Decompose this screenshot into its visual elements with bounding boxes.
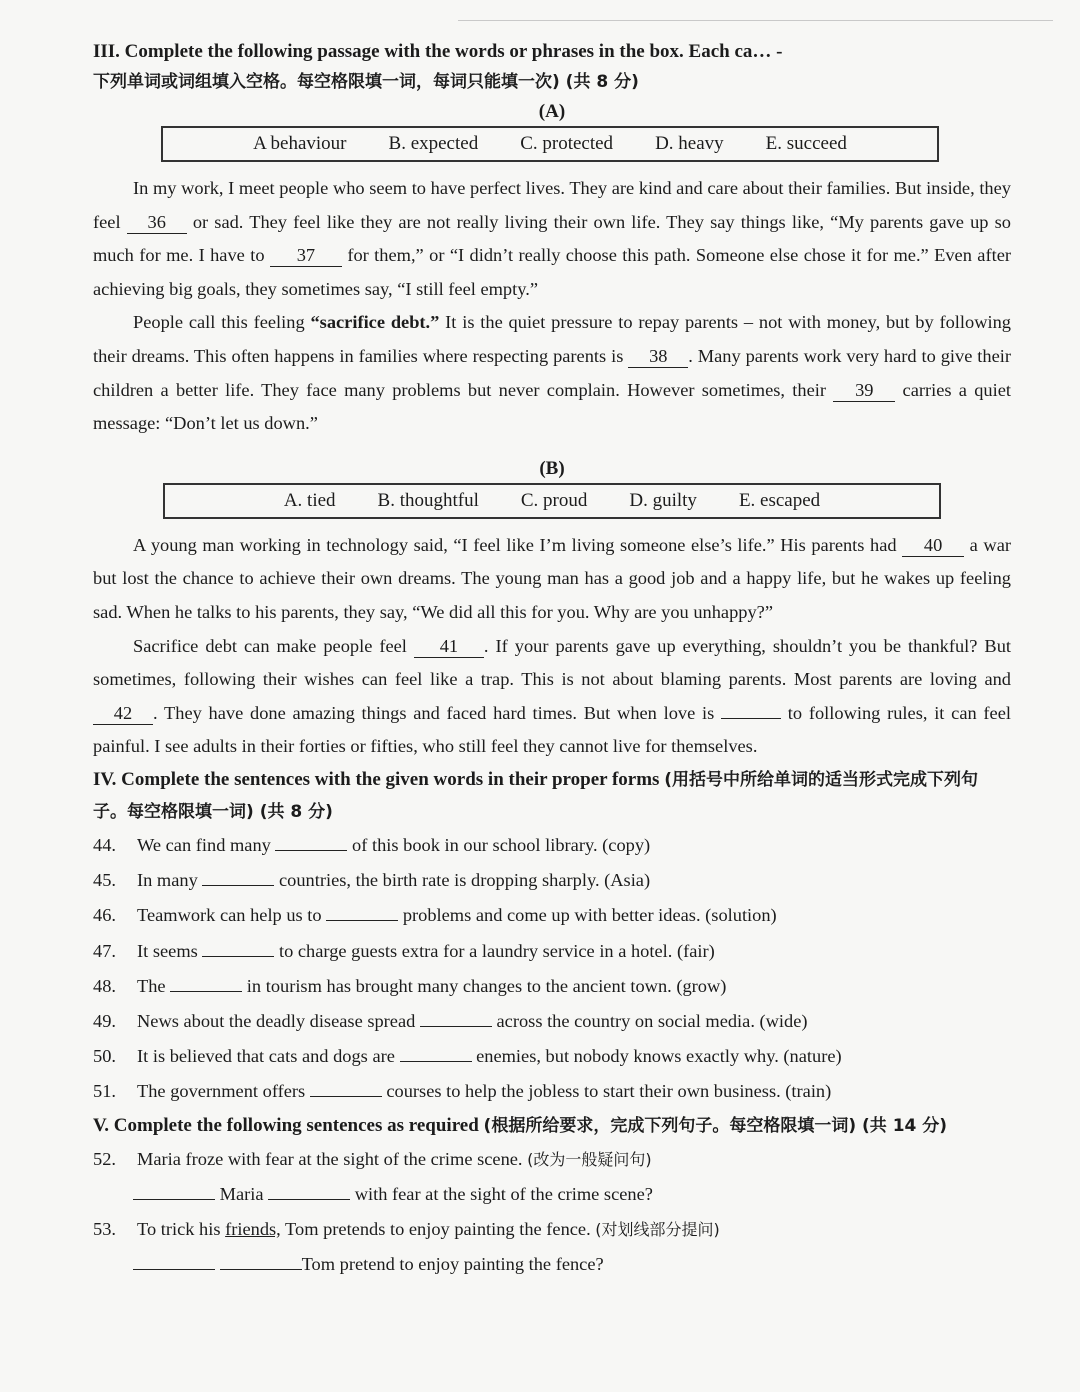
question-44: 44. We can find many of this book in our school library. (copy) — [93, 828, 1011, 863]
word-box-a — [161, 126, 939, 162]
question-52-answer-line: Maria with fear at the sight of the crime scene? — [93, 1177, 1011, 1212]
section-4-title: IV. Complete the sentences with the given words in their proper forms (用括号中所给单词的适当形式完成下列句子。每空格限填一词) (共 8 分) — [93, 768, 978, 822]
section-3-title — [93, 36, 1011, 98]
answer-blank[interactable] — [275, 830, 347, 851]
question-46: 46. Teamwork can help us to problems and come up with better ideas. (solution) — [93, 898, 1011, 933]
question-50: 50. It is believed that cats and dogs are enemies, but nobody knows exactly why. (nature) — [93, 1039, 1011, 1074]
word-option: D. guilty — [629, 489, 697, 511]
word-option: B. expected — [388, 133, 479, 154]
section-3-title-en: III. Complete the following passage with the words or phrases in the box. Each ca… - — [93, 41, 783, 62]
word-option: A. tied — [283, 489, 336, 511]
section-4-list — [93, 828, 1011, 1110]
blank-42[interactable]: 42 — [93, 702, 153, 725]
worksheet-page — [93, 36, 1011, 1282]
word-option: C. proud — [520, 489, 588, 511]
question-47: 47. It seems to charge guests extra for a laundry service in a hotel. (fair) — [93, 934, 1011, 969]
word-option: D. heavy — [655, 133, 724, 154]
word-option: C. protected — [520, 133, 614, 154]
answer-blank[interactable] — [202, 936, 274, 957]
passage-a-paragraph-2: People call this feeling “sacrifice debt.” It is the quiet pressure to repay parents – not with money, but by following their dreams. This often happens in families where respecting parents is 38 . Many parents work very hard to give their children a better life. They face many problems but never complain. However sometimes, their 39 carries a quiet message: “Don’t let us down.” — [93, 312, 1012, 434]
question-45: 45. In many countries, the birth rate is dropping sharply. (Asia) — [93, 863, 1011, 898]
section-5-title: V. Complete the following sentences as required (根据所给要求，完成下列句子。每空格限填一词) (共 14 分) — [93, 1114, 948, 1136]
blank-36[interactable]: 36 — [127, 211, 187, 234]
question-52: 52. Maria froze with fear at the sight of the crime scene. (改为一般疑问句) — [93, 1148, 652, 1169]
question-51: 51. The government offers courses to help the jobless to start their own business. (train) — [93, 1074, 1011, 1109]
answer-blank[interactable] — [326, 900, 398, 921]
blank-43[interactable] — [721, 718, 781, 719]
section-3-title-cn: 下列单词或词组填入空格。每空格限填一词，每词只能填一次) (共 8 分) — [93, 72, 639, 92]
question-48: 48. The in tourism has brought many changes to the ancient town. (grow) — [93, 969, 1011, 1004]
question-53-answer-line: Tom pretend to enjoy painting the fence? — [93, 1247, 1011, 1282]
top-rule — [458, 20, 1053, 21]
question-53: 53. To trick his friends, Tom pretends to enjoy painting the fence. (对划线部分提问) — [93, 1218, 720, 1239]
underlined-part: friends, — [225, 1218, 281, 1239]
blank-39[interactable]: 39 — [833, 379, 895, 402]
part-b-label: (B) — [539, 457, 565, 479]
passage-a-paragraph-1: In my work, I meet people who seem to have perfect lives. They are kind and care about their families. But inside, they feel 36 or sad. They feel like they are not really living their own life. They say things like, “My parents gave up so much for me. I have to 37 for them,” or “I didn’t really choose this path. Someone else chose it for me.” Even after achieving big goals, they sometimes say, “I still feel empty.” — [93, 178, 1011, 299]
answer-blank[interactable] — [400, 1041, 472, 1062]
blank-40[interactable]: 40 — [902, 534, 964, 557]
answer-blank[interactable] — [133, 1249, 215, 1270]
answer-blank[interactable] — [420, 1006, 492, 1027]
word-box-b — [163, 483, 941, 519]
word-option: B. thoughtful — [377, 489, 479, 511]
answer-blank[interactable] — [220, 1249, 302, 1270]
word-option: E. escaped — [738, 489, 821, 511]
blank-38[interactable]: 38 — [628, 345, 688, 368]
blank-41[interactable]: 41 — [414, 635, 484, 658]
answer-blank[interactable] — [268, 1179, 350, 1200]
word-option: A behaviour — [253, 133, 347, 154]
passage-b-paragraph-2: Sacrifice debt can make people feel 41 . If your parents gave up everything, shouldn’t you be thankful? But sometimes, following their wishes can feel like a trap. This is not about blaming parents. Most parents are loving and 42 . They have done amazing things and faced hard times. But when love is to following rules, it can feel painful. I see adults in their forties or fifties, who still feel they cannot live for themselves. — [93, 635, 1011, 757]
sacrifice-debt-term: “sacrifice debt.” — [310, 312, 440, 333]
passage-b-paragraph-1: A young man working in technology said, “I feel like I’m living someone else’s life.” His parents had 40 a war but lost the chance to achieve their own dreams. The young man has a good job and a happy life, but he wakes up feeling sad. When he talks to his parents, they say, “We did all this for you. Why are you unhappy?” — [93, 534, 1011, 622]
word-option: E. succeed — [765, 133, 847, 154]
answer-blank[interactable] — [202, 865, 274, 886]
answer-blank[interactable] — [310, 1076, 382, 1097]
blank-37[interactable]: 37 — [270, 244, 342, 267]
part-a-label: (A) — [538, 101, 566, 122]
answer-blank[interactable] — [133, 1179, 215, 1200]
question-49: 49. News about the deadly disease spread across the country on social media. (wide) — [93, 1004, 1011, 1039]
answer-blank[interactable] — [170, 971, 242, 992]
